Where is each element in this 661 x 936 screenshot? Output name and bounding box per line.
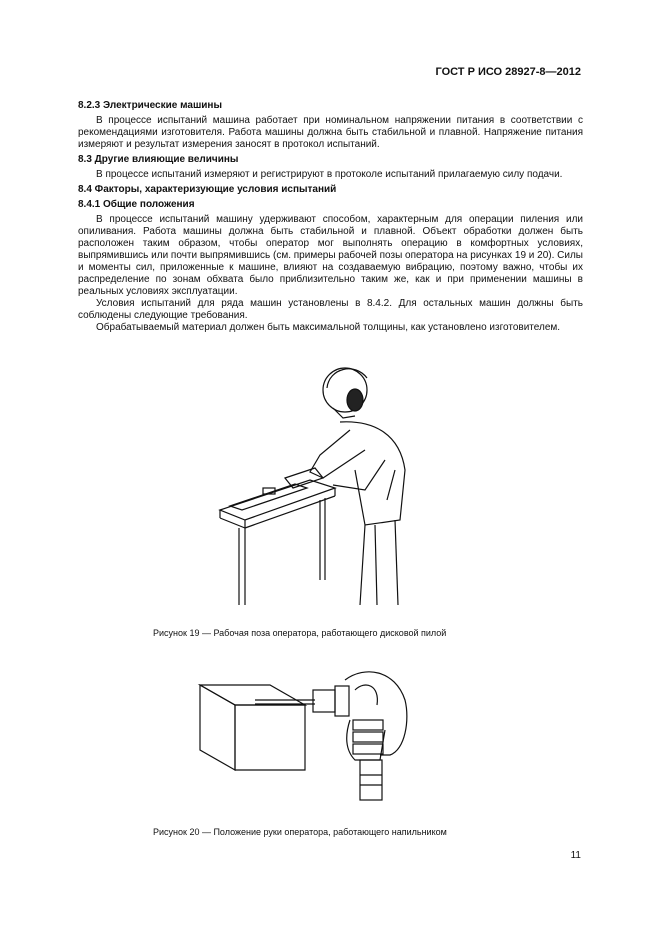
- heading-8-4-1: 8.4.1 Общие положения: [78, 199, 195, 210]
- paragraph-8-3: В процессе испытаний измеряют и регистрируют в протоколе испытаний прилагаемую силу подачи.: [96, 169, 563, 180]
- standard-header: ГОСТ Р ИСО 28927-8—2012: [435, 66, 581, 78]
- figure-20-caption: Рисунок 20 — Положение руки оператора, работающего напильником: [153, 827, 447, 837]
- paragraph-8-2-3: В процессе испытаний машина работает при номинальном напряжении питания в соответствии с рекомендациями изготовителя. Работа машины должна быть стабильной и плавной. Напряжение питания измеряют и результат измерения заносят в протокол испытаний.: [78, 115, 583, 150]
- heading-8-3: 8.3 Другие влияющие величины: [78, 154, 239, 165]
- workpiece-box-top: [200, 685, 305, 705]
- body-text: [78, 97, 583, 334]
- table-top: [220, 480, 335, 520]
- paragraph-8-4-1-b: Условия испытаний для ряда машин установлены в 8.4.2. Для остальных машин должны быть соблюдены следующие требования.: [78, 298, 583, 321]
- figure-19-caption: Рисунок 19 — Рабочая поза оператора, работающего дисковой пилой: [153, 628, 447, 638]
- page-number: 11: [570, 850, 581, 861]
- paragraph-8-4-1-c: Обрабатываемый материал должен быть максимальной толщины, как установлено изготовителем.: [96, 322, 561, 333]
- heading-8-2-3: 8.2.3 Электрические машины: [78, 100, 223, 111]
- figure-20-hand-file-illustration: [195, 660, 445, 810]
- paragraph-8-4-1-a: В процессе испытаний машину удерживают способом, характерным для операции пиления или опиливания. Работа машины должна быть стабильной и плавной. Объект обработки должен быть расположен таким образом, чтобы оператор мог выполнять операцию в комфортных условиях, выпрямившись или почти выпрямившись (см. примеры рабочей позы оператора на рисунках 19 и 20). Силы и моменты сил, приложенные к машине, влияют на создаваемую вибрацию, поэтому важно, чтобы их распределение по зонам обхвата было приблизительно таким же, как и при применении машины в реальных условиях эксплуатации.: [78, 214, 583, 297]
- figure-19-operator-illustration: [215, 360, 415, 615]
- heading-8-4: 8.4 Факторы, характеризующие условия испытаний: [78, 184, 337, 195]
